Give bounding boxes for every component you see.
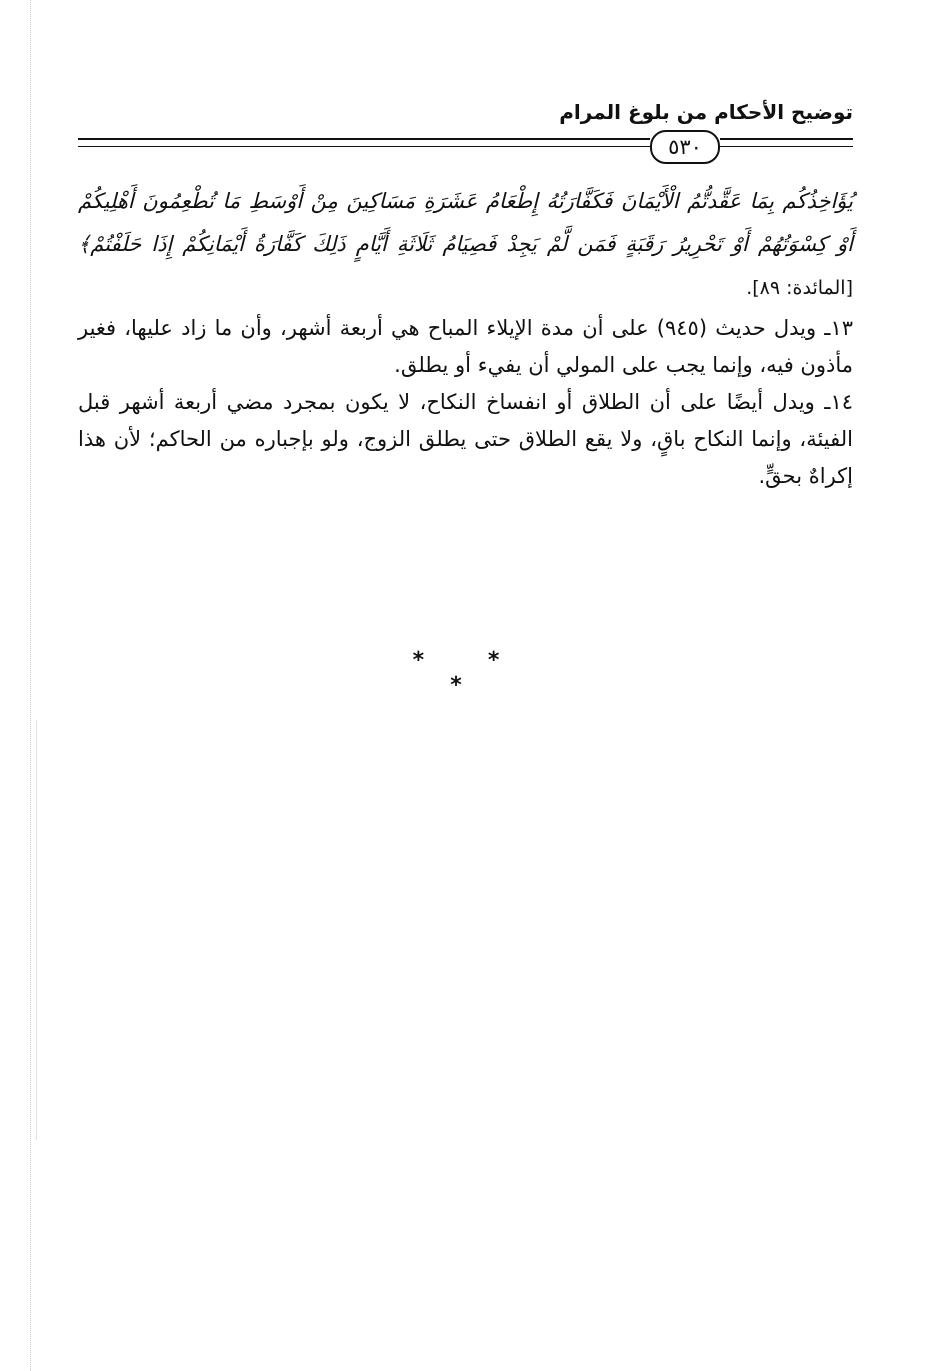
- verse-text: يُؤَاخِذُكُم بِمَا عَقَّدتُّمُ الْأَيْمَانَ فَكَفَّارَتُهُ إِطْعَامُ عَشَرَةِ مَسَاكِينَ مِنْ أَوْسَطِ مَا تُطْعِمُونَ أَهْلِيكُمْ أَوْ كِسْوَتُهُمْ أَوْ تَحْرِيرُ رَقَبَةٍ فَمَن لَّمْ يَجِدْ فَصِيَامُ ثَلَاثَةِ أَيَّامٍ ذَلِكَ كَفَّارَةُ أَيْمَانِكُمْ إِذَا حَلَفْتُمْ﴾: [78, 189, 853, 256]
- header-rule-right-bottom: [720, 146, 853, 147]
- header-rule-left-top: [78, 138, 650, 140]
- item-number: ١٤ـ: [824, 390, 853, 414]
- page-body: [78, 180, 853, 495]
- header-rule-left-bottom: [78, 146, 650, 147]
- item-text: ويدل أيضًا على أن الطلاق أو انفساخ النكاح، لا يكون بمجرد مضي أربعة أشهر قبل الفيئة، وإنما النكاح باقٍ، ولا يقع الطلاق حتى يطلق الزوج، ولو بإجباره من الحاكم؛ لأن هذا إكراهٌ بحقٍّ.: [78, 390, 853, 488]
- page-header: [78, 96, 853, 166]
- list-item: [78, 384, 853, 495]
- page-edge-line: [30, 0, 31, 1371]
- item-number: ١٣ـ: [824, 316, 853, 340]
- page-number: ٥٣٠: [650, 130, 720, 164]
- running-title: توضيح الأحكام من بلوغ المرام: [559, 100, 853, 124]
- page-edge-line-inner: [36, 720, 37, 1140]
- section-separator: * * *: [412, 648, 528, 698]
- header-rule-right-top: [720, 138, 853, 140]
- item-text: ويدل حديث (٩٤٥) على أن مدة الإيلاء المباح هي أربعة أشهر، وأن ما زاد عليها، فغير مأذون فيه، وإنما يجب على المولي أن يفيء أو يطلق.: [78, 316, 853, 377]
- verse-reference: [المائدة: ٨٩].: [746, 277, 853, 299]
- quran-verse: [78, 180, 853, 310]
- list-item: [78, 310, 853, 384]
